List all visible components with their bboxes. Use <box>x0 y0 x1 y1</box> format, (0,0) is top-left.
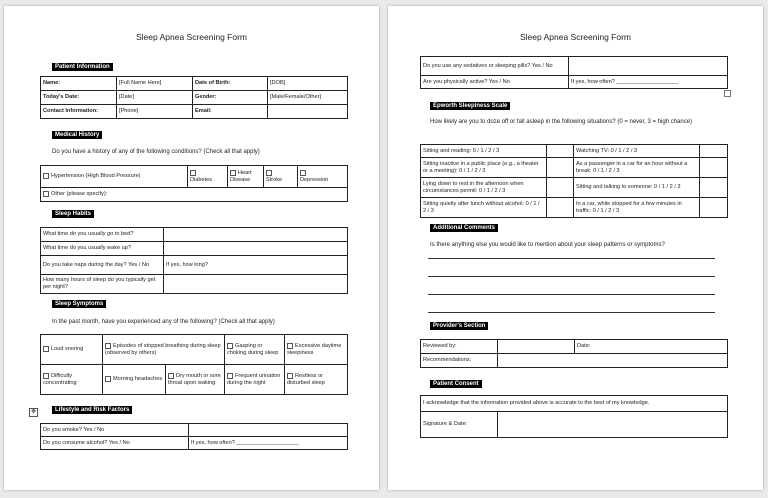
epworth-reading: Sitting and reading: 0 / 1 / 2 / 3 <box>421 145 547 158</box>
provider-date-field[interactable]: Date: <box>575 340 728 354</box>
checkbox-icon[interactable] <box>266 170 272 176</box>
symptom-night-urination[interactable]: Frequent urination during the night <box>225 365 285 395</box>
epworth-table <box>420 144 728 218</box>
comment-line[interactable] <box>428 294 715 295</box>
move-icon[interactable]: ✥ <box>30 409 37 415</box>
comments-question: Is there anything else you would like to mention about your sleep patterns or symptoms? <box>430 242 665 248</box>
recommendations-field[interactable] <box>498 354 728 368</box>
form-page-1 <box>4 6 379 490</box>
date-field[interactable]: [Date] <box>117 91 193 105</box>
section-sleep-symptoms: Sleep Symptoms <box>52 300 106 308</box>
checkbox-icon[interactable] <box>43 173 49 179</box>
gender-field[interactable]: [Male/Female/Other] <box>268 91 348 105</box>
section-lifestyle: Lifestyle and Risk Factors <box>52 406 132 414</box>
email-field[interactable] <box>268 105 348 119</box>
sedatives-question: Do you use any sedatives or sleeping pills? Yes / No <box>421 57 569 76</box>
epworth-traffic: In a car, while stopped for a few minutes in traffic: 0 / 1 / 2 / 3 <box>574 198 700 218</box>
consent-table <box>420 395 728 438</box>
lifestyle-table-continued <box>420 56 728 89</box>
comment-line[interactable] <box>428 276 715 277</box>
checkbox-icon[interactable] <box>227 343 233 349</box>
name-label: Name: <box>41 77 117 91</box>
epworth-traffic-score[interactable] <box>700 198 728 218</box>
symptom-stopped-breathing[interactable]: Episodes of stopped breathing during sleep (observed by others) <box>103 335 225 365</box>
contact-label: Contact Information: <box>41 105 117 119</box>
name-field[interactable]: [Full Name Here] <box>117 77 193 91</box>
smoke-answer[interactable] <box>189 424 348 437</box>
condition-stroke[interactable]: Stroke <box>264 166 298 188</box>
epworth-tv-score[interactable] <box>700 145 728 158</box>
section-epworth: Epworth Sleepiness Scale <box>430 102 510 110</box>
checkbox-icon[interactable] <box>300 170 306 176</box>
checkbox-icon[interactable] <box>43 373 49 379</box>
alcohol-followup[interactable]: If yes, how often? ____________________ <box>189 437 348 450</box>
condition-depression[interactable]: Depression <box>298 166 348 188</box>
form-page-2 <box>388 6 763 490</box>
comment-line[interactable] <box>428 258 715 259</box>
epworth-tv: Watching TV: 0 / 1 / 2 / 3 <box>574 145 700 158</box>
epworth-public-place: Sitting inactive in a public place (e.g., a theater or a meeting): 0 / 1 / 2 / 3 <box>421 158 547 178</box>
sleep-habits-table <box>40 227 348 294</box>
condition-diabetes[interactable]: Diabetes <box>188 166 228 188</box>
sleep-hours-question: How many hours of sleep do you typically get per night? <box>41 275 164 294</box>
checkbox-icon[interactable] <box>230 170 236 176</box>
bedtime-question: What time do you usually go to bed? <box>41 228 164 242</box>
epworth-after-lunch: Sitting quietly after lunch without alcohol: 0 / 1 / 2 / 3 <box>421 198 547 218</box>
epworth-lying-down-score[interactable] <box>547 178 574 198</box>
symptom-concentration[interactable]: Difficulty concentrating <box>41 365 103 395</box>
patient-info-table <box>40 76 348 119</box>
symptom-gasping[interactable]: Gasping or choking during sleep <box>225 335 285 365</box>
symptoms-table-row1 <box>40 334 348 365</box>
lifestyle-table <box>40 423 348 450</box>
naps-followup[interactable]: If yes, how long? <box>164 256 348 275</box>
epworth-talking-score[interactable] <box>700 178 728 198</box>
consent-statement: I acknowledge that the information provided above is accurate to the best of my knowledge. <box>421 396 728 412</box>
condition-other[interactable]: Other (please specify): <box>41 188 348 202</box>
active-followup[interactable]: If yes, how often? ____________________ <box>569 76 728 89</box>
naps-question: Do you take naps during the day? Yes / No <box>41 256 164 275</box>
contact-field[interactable]: [Phone] <box>117 105 193 119</box>
symptom-dry-mouth[interactable]: Dry mouth or sore throat upon waking <box>166 365 225 395</box>
dob-field[interactable]: [DOB] <box>268 77 348 91</box>
medical-history-question: Do you have a history of any of the following conditions? (Check all that apply) <box>52 149 260 155</box>
signature-label: Signature & Date: <box>421 412 498 438</box>
checkbox-icon[interactable] <box>168 373 174 379</box>
section-patient-consent: Patient Consent <box>430 380 482 388</box>
epworth-reading-score[interactable] <box>547 145 574 158</box>
epworth-after-lunch-score[interactable] <box>547 198 574 218</box>
signature-field[interactable] <box>498 412 728 438</box>
checkbox-icon[interactable] <box>227 373 233 379</box>
condition-hypertension[interactable]: Hypertension (High Blood Pressure) <box>41 166 188 188</box>
checkbox-icon[interactable] <box>105 376 111 382</box>
condition-heart-disease[interactable]: Heart Disease <box>228 166 264 188</box>
epworth-public-place-score[interactable] <box>547 158 574 178</box>
symptom-morning-headaches[interactable]: Morning headaches <box>103 365 166 395</box>
symptoms-table-row2 <box>40 364 348 395</box>
epworth-passenger-score[interactable] <box>700 158 728 178</box>
alcohol-question: Do you consume alcohol? Yes / No <box>41 437 189 450</box>
waketime-question: What time do you usually wake up? <box>41 242 164 256</box>
conditions-table <box>40 165 348 202</box>
smoke-question: Do you smoke? Yes / No <box>41 424 189 437</box>
epworth-lying-down: Lying down to rest in the afternoon when circumstances permit: 0 / 1 / 2 / 3 <box>421 178 547 198</box>
checkbox-icon[interactable] <box>190 170 196 176</box>
section-medical-history: Medical History <box>52 131 102 139</box>
symptoms-question: In the past month, have you experienced any of the following? (Check all that apply) <box>52 319 275 325</box>
reviewed-by-label: Reviewed by: <box>421 340 498 354</box>
waketime-answer[interactable] <box>164 242 348 256</box>
comment-line[interactable] <box>428 312 715 313</box>
form-title: Sleep Apnea Screening Form <box>135 32 248 42</box>
epworth-talking: Sitting and talking to someone: 0 / 1 / 2 / 3 <box>574 178 700 198</box>
reviewed-by-field[interactable] <box>498 340 575 354</box>
symptom-restless-sleep[interactable]: Restless or disturbed sleep <box>285 365 348 395</box>
active-question: Are you physically active? Yes / No <box>421 76 569 89</box>
section-sleep-habits: Sleep Habits <box>52 210 94 218</box>
checkbox-icon[interactable] <box>287 373 293 379</box>
provider-table <box>420 339 728 368</box>
form-title-page-2: Sleep Apnea Screening Form <box>519 32 632 42</box>
symptom-loud-snoring[interactable]: Loud snoring <box>41 335 103 365</box>
section-additional-comments: Additional Comments <box>430 224 498 232</box>
checkbox-icon[interactable] <box>105 343 111 349</box>
checkbox-icon[interactable] <box>43 346 49 352</box>
sleep-hours-answer[interactable] <box>164 275 348 294</box>
epworth-instruction: How likely are you to doze off or fall asleep in the following situations? (0 = never, 3 = high chance) <box>430 119 693 125</box>
section-providers: Provider's Section <box>430 322 488 330</box>
gender-label: Gender: <box>193 91 268 105</box>
recommendations-label: Recommendations: <box>421 354 498 368</box>
checkbox-icon[interactable] <box>287 343 293 349</box>
epworth-passenger: As a passenger in a car for an hour without a break: 0 / 1 / 2 / 3 <box>574 158 700 178</box>
checkbox-icon[interactable] <box>43 191 49 197</box>
section-patient-information: Patient Information <box>52 63 113 71</box>
symptom-daytime-sleepiness[interactable]: Excessive daytime sleepiness <box>285 335 348 365</box>
email-label: Email: <box>193 105 268 119</box>
date-label: Today's Date: <box>41 91 117 105</box>
bedtime-answer[interactable] <box>164 228 348 242</box>
table-resize-handle-icon[interactable] <box>724 90 731 97</box>
dob-label: Date of Birth: <box>193 77 268 91</box>
sedatives-answer[interactable] <box>569 57 728 76</box>
